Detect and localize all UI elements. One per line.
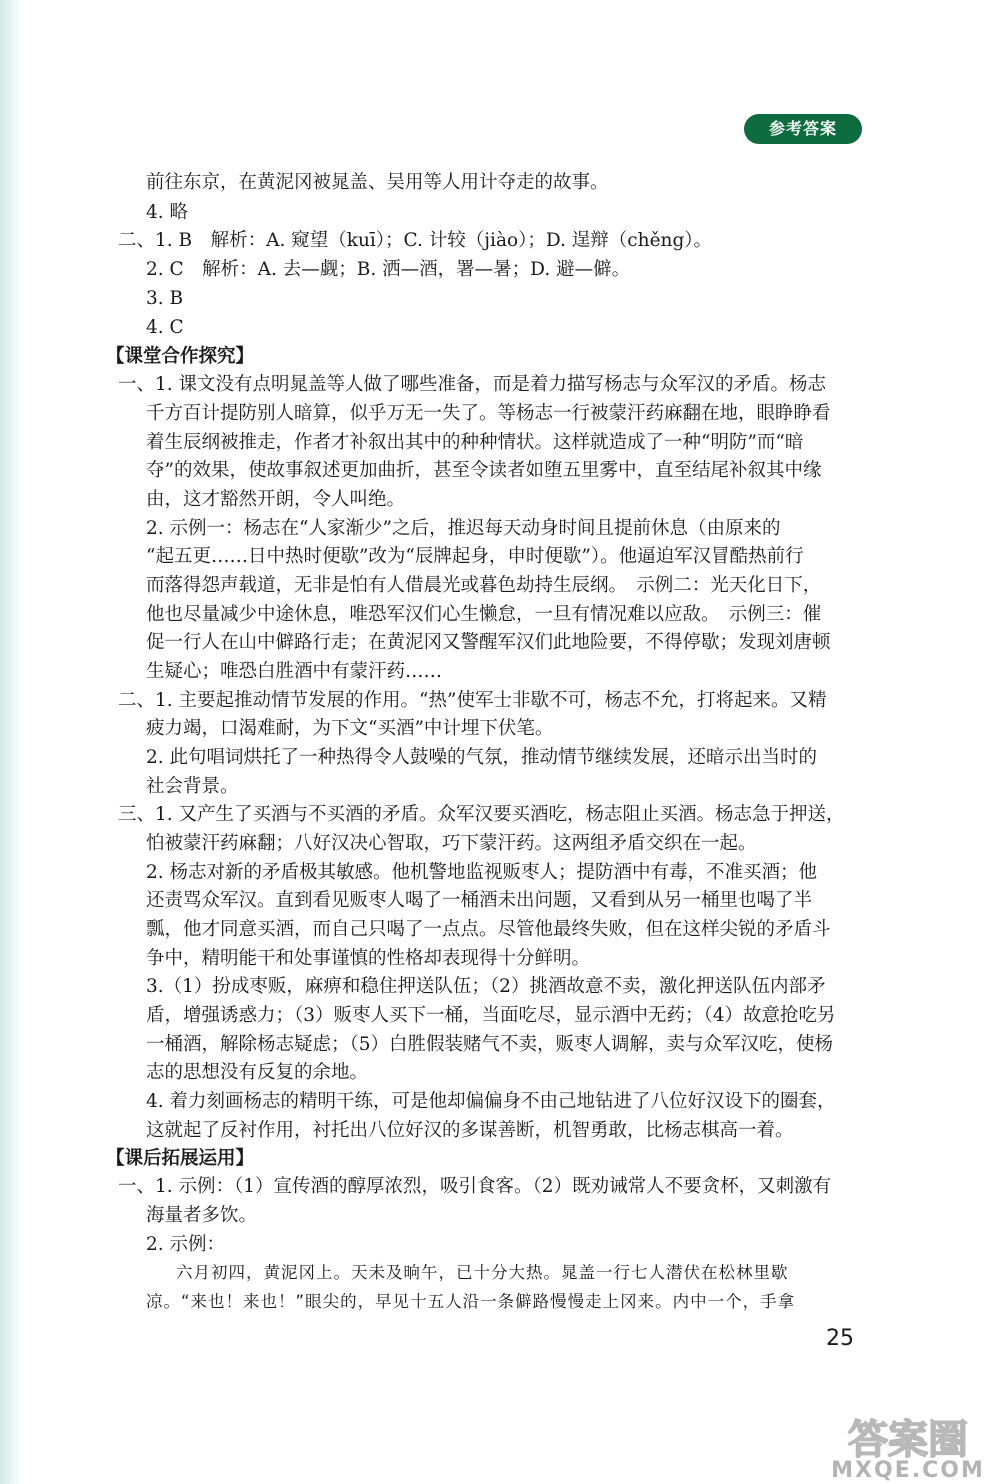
text-line: 2. 杨志对新的矛盾极其敏感。他机警地监视贩枣人；提防酒中有毒，不准买酒；他 — [146, 862, 818, 883]
example-passage-line: 凉。“来也！来也！”眼尖的，早见十五人沿一条僻路慢慢走上冈来。内中一个，手拿 — [146, 1292, 796, 1311]
text-line: 一桶酒，解除杨志疑虑；（5）白胜假装赌气不卖，贩枣人调解，卖与众军汉吃，使杨 — [146, 1034, 834, 1055]
text-line: 一、1. 示例：（1）宣传酒的醇厚浓烈，吸引食客。（2）既劝诫常人不要贪杯，又刺激有 — [118, 1176, 832, 1197]
text-line: 这就起了反衬作用，衬托出八位好汉的多谋善断，机智勇敢，比杨志棋高一着。 — [146, 1120, 794, 1141]
text-line: 促一行人在山中僻路行走；在黄泥冈又警醒军汉们此地险要，不得停歇；发现刘唐顿 — [146, 632, 831, 653]
page-number: 25 — [826, 1326, 854, 1351]
text-line: 夺”的效果，使故事叙述更加曲折，甚至令读者如堕五里雾中，直至结尾补叙其中缘 — [146, 460, 822, 481]
text-line: 瓢，他才同意买酒，而自己只喝了一点点。尽管他最终失败，但在这样尖锐的矛盾斗 — [146, 919, 831, 940]
text-line: 4. 略 — [146, 202, 189, 223]
text-line: 4. C — [146, 317, 184, 338]
text-line: 千方百计提防别人暗算，似乎万无一失了。等杨志一行被蒙汗药麻翻在地，眼睁睁看 — [146, 403, 831, 424]
text-line: 争中，精明能干和处事谨慎的性格却表现得十分鲜明。 — [146, 948, 591, 969]
page-edge-strip — [0, 0, 22, 1484]
text-line: 而落得怨声载道，无非是怕有人借晨光或暮色劫持生辰纲。 示例二：光天化日下， — [146, 575, 822, 596]
text-line: 4. 着力刻画杨志的精明干练，可是他却偏偏身不由己地钻进了八位好汉设下的圈套， — [146, 1091, 836, 1112]
watermark-logo — [818, 1408, 998, 1484]
text-line: 2. C 解析：A. 去—觑；B. 洒—酒，署—暑；D. 避—僻。 — [146, 259, 631, 280]
watermark-main-text: 答案圈 — [848, 1417, 968, 1463]
text-line: 二、1. B 解析：A. 窥望（kuī）；C. 计较（jiào）；D. 逞辩（chěng）。 — [118, 230, 713, 251]
text-line: 盾，增强诱惑力；（3）贩枣人买下一桶，当面吃尽，显示酒中无药；（4）故意抢吃另 — [146, 1005, 836, 1026]
text-line: “起五更……日中热时便歇”改为“辰牌起身，申时便歇”）。他逼迫军汉冒酷热前行 — [146, 546, 804, 567]
text-line: 着生辰纲被推走，作者才补叙出其中的种种情状。这样就造成了一种“明防”而“暗 — [146, 432, 804, 453]
section-heading: 【课堂合作探究】 — [106, 346, 255, 367]
text-line: 2. 示例一：杨志在“人家渐少”之后，推迟每天动身时间且提前休息（由原来的 — [146, 518, 781, 539]
text-line: 3. B — [146, 288, 184, 309]
text-line: 他也尽量减少中途休息，唯恐军汉们心生懒怠，一旦有情况难以应敌。 示例三：催 — [146, 604, 822, 625]
text-line: 一、1. 课文没有点明晁盖等人做了哪些准备，而是着力描写杨志与众军汉的矛盾。杨志 — [118, 374, 827, 395]
text-line: 二、1. 主要起推动情节发展的作用。“热”使军士非歇不可，杨志不允，打将起来。又精 — [118, 690, 827, 711]
text-line: 疲力竭，口渴难耐，为下文“买酒”中计埋下伏笔。 — [146, 718, 554, 739]
watermark-url-text: MXQE.COM — [831, 1458, 985, 1483]
text-line: 生疑心；唯恐白胜酒中有蒙汗药…… — [146, 661, 443, 682]
text-line: 三、1. 又产生了买酒与不买酒的矛盾。众军汉要买酒吃，杨志阻止买酒。杨志急于押送， — [118, 804, 845, 825]
answer-key-badge: 参考答案 — [744, 114, 862, 144]
text-line: 志的思想没有反复的余地。 — [146, 1062, 369, 1083]
text-line: 前往东京，在黄泥冈被晁盖、吴用等人用计夺走的故事。 — [146, 172, 609, 193]
text-line: 由，这才豁然开朗，令人叫绝。 — [146, 489, 406, 510]
text-line: 3.（1）扮成枣贩，麻痹和稳住押送队伍；（2）挑酒故意不卖，激化押送队伍内部矛 — [146, 976, 826, 997]
text-line: 2. 示例： — [146, 1234, 226, 1255]
text-line: 怕被蒙汗药麻翻；八好汉决心智取，巧下蒙汗药。这两组矛盾交织在一起。 — [146, 833, 757, 854]
example-passage-line: 六月初四，黄泥冈上。天未及晌午，已十分大热。晁盖一行七人潜伏在松林里歇 — [176, 1263, 789, 1282]
text-line: 还责骂众军汉。直到看见贩枣人喝了一桶酒未出问题，又看到从另一桶里也喝了半 — [146, 890, 813, 911]
text-line: 2. 此句唱词烘托了一种热得令人鼓噪的气氛，推动情节继续发展，还暗示出当时的 — [146, 747, 818, 768]
section-heading: 【课后拓展运用】 — [106, 1148, 255, 1169]
text-line: 海量者多饮。 — [146, 1205, 258, 1226]
text-line: 社会背景。 — [146, 776, 239, 797]
